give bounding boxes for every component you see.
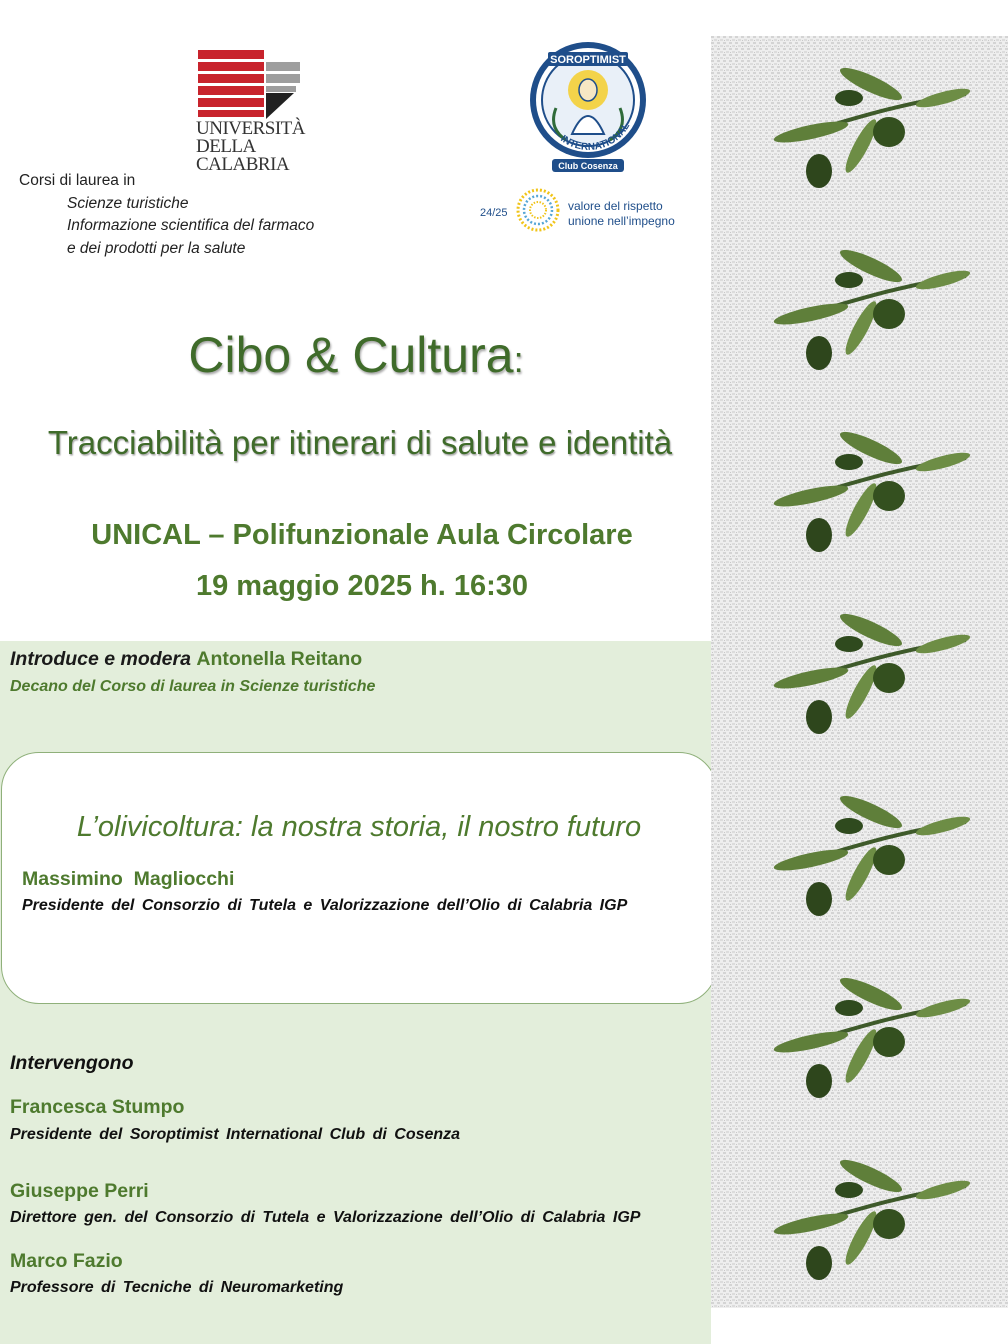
soroptimist-logo: [526, 38, 650, 174]
moderator-role: Introduce e modera: [10, 648, 191, 670]
courses-block: [19, 170, 314, 260]
event-venue: UNICAL – Polifunzionale Aula Circolare: [91, 519, 633, 551]
event-title-colon: :: [513, 339, 524, 380]
club-label: Club Cosenza: [558, 161, 618, 171]
olive-branch-pattern: [711, 36, 1008, 1308]
speaker-role: Direttore gen. del Consorzio di Tutela e Valorizzazione dell’Olio di Calabria IGP: [10, 1209, 641, 1226]
speaker-role: Professore di Tecniche di Neuromarketing: [10, 1279, 344, 1296]
anniversary-line-2: unione nell’impegno: [568, 214, 675, 228]
unical-logo-line-2: DELLA: [196, 136, 256, 157]
speaker-role: Presidente del Soroptimist International Club di Cosenza: [10, 1126, 461, 1143]
speaker-name: Giuseppe Perri: [10, 1180, 149, 1202]
course-item: Informazione scientifica del farmaco: [67, 217, 315, 234]
speaker-name: Francesca Stumpo: [10, 1096, 185, 1118]
keynote-speaker-role: Presidente del Consorzio di Tutela e Valorizzazione dell’Olio di Calabria IGP: [22, 897, 628, 914]
event-date: 19 maggio 2025 h. 16:30: [195, 570, 529, 602]
course-item: e dei prodotti per la salute: [67, 239, 246, 257]
unical-logo-line-3: CALABRIA: [196, 154, 290, 175]
moderator-title: Decano del Corso di laurea in Scienze turistiche: [10, 678, 376, 695]
unical-logo: [196, 48, 306, 178]
moderator-name: Antonella Reitano: [196, 648, 363, 670]
moderator-line: [10, 648, 362, 671]
courses-intro: Corsi di laurea in: [19, 172, 136, 189]
keynote-speaker: Massimino Magliocchi: [22, 868, 235, 890]
event-subtitle: Tracciabilità per itinerari di salute e identità: [47, 424, 673, 461]
speaker-name: Marco Fazio: [10, 1250, 123, 1272]
anniversary-line-1: valore del rispetto: [568, 199, 663, 213]
international-text: INTERNATIONAL: [558, 121, 633, 154]
keynote-title: L’olivicoltura: la nostra storia, il nostro futuro: [76, 811, 642, 843]
unical-logo-line-1: UNIVERSITÀ: [196, 118, 305, 139]
anniversary-years: 24/25: [480, 207, 508, 219]
course-item: Scienze turistiche: [67, 194, 189, 212]
anniversary-tag: [478, 180, 688, 236]
soroptimist-text: SOROPTIMIST: [550, 54, 626, 66]
event-title: Cibo & Cultura:: [188, 327, 524, 383]
speakers-heading: Intervengono: [10, 1052, 134, 1074]
